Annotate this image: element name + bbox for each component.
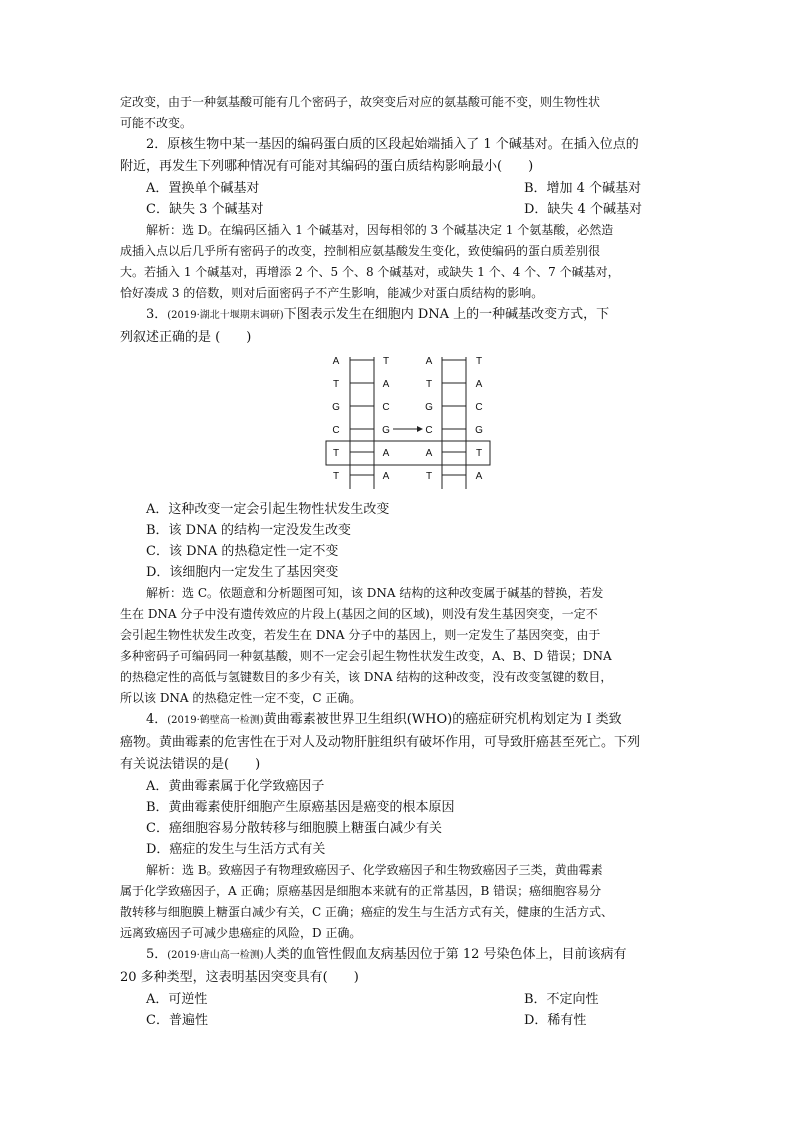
base-label: A xyxy=(425,448,433,459)
q4-option-b: B．黄曲霉素使肝细胞产生原癌基因是癌变的根本原因 xyxy=(146,800,455,815)
q3-option-d: D．该细胞内一定发生了基因突变 xyxy=(146,565,339,580)
q2-option-b: B．增加 4 个碱基对 xyxy=(524,181,642,196)
q5-option-a: A．可逆性 xyxy=(146,992,208,1007)
q4-explanation: 解析：选 B。致癌因子有物理致癌因子、化学致癌因子和生物致癌因子三类，黄曲霉素 xyxy=(146,863,603,877)
q3-source: (2019·湖北十堰期末调研) xyxy=(167,310,284,321)
q2-explanation: 解析：选 D。在编码区插入 1 个碱基对，因每相邻的 3 个碱基决定 1 个氨基酸，必然造 xyxy=(146,223,614,237)
q2-stem: 2．原核生物中某一基因的编码蛋白质的区段起始端插入了 1 个碱基对。在插入位点的 xyxy=(146,137,639,152)
q4-explanation: 远离致癌因子可减少患癌症的风险，D 正确。 xyxy=(120,926,362,940)
base-label: A xyxy=(475,379,483,390)
base-label: T xyxy=(475,448,483,459)
q3-explanation: 生在 DNA 分子中没有遗传效应的片段上(基因之间的区域)，则没有发生基因突变，一定不 xyxy=(120,607,598,621)
q4-option-c: C．癌细胞容易分散转移与细胞膜上糖蛋白减少有关 xyxy=(146,821,442,836)
q3-option-a: A．这种改变一定会引起生物性状发生改变 xyxy=(146,502,390,517)
base-label: G xyxy=(332,402,340,413)
base-label: T xyxy=(332,448,340,459)
base-label: G xyxy=(475,425,483,436)
q4-stem-text: 黄曲霉素被世界卫生组织(WHO)的癌症研究机构划定为 I 类致 xyxy=(263,712,622,727)
q5-stem xyxy=(120,944,676,967)
q4-explanation: 散转移与细胞膜上糖蛋白减少有关，C 正确；癌症的发生与生活方式有关，健康的生活方式、 xyxy=(120,905,613,919)
q5-option-b: B．不定向性 xyxy=(524,992,599,1007)
q2-explanation: 恰好凑成 3 的倍数，则对后面密码子不产生影响，能减少对蛋白质结构的影响。 xyxy=(120,286,544,300)
explanation-continued-line: 定改变，由于一种氨基酸可能有几个密码子，故突变后对应的氨基酸可能不变，则生物性状 xyxy=(120,95,601,109)
base-label: C xyxy=(382,402,390,413)
q2-explanation: 成插入点以后几乎所有密码子的改变，控制相应氨基酸发生变化，致使编码的蛋白质差别很 xyxy=(120,244,601,258)
base-label: C xyxy=(332,425,340,436)
q3-option-b: B．该 DNA 的结构一定没发生改变 xyxy=(146,523,352,538)
base-label: A xyxy=(332,356,340,367)
explanation-continued-line: 可能不改变。 xyxy=(120,116,193,130)
q2-option-c: C．缺失 3 个碱基对 xyxy=(146,202,264,217)
q2-option-d: D．缺失 4 个碱基对 xyxy=(524,202,642,217)
arrow-head-icon xyxy=(417,426,423,432)
q5-option-c: C．普遍性 xyxy=(146,1013,208,1028)
q4-option-d: D．癌症的发生与生活方式有关 xyxy=(146,842,326,857)
q5-stem: 20 多种类型，这表明基因突变具有( ) xyxy=(120,970,359,985)
q4-option-a: A．黄曲霉素属于化学致癌因子 xyxy=(146,779,325,794)
q5-stem-text: 人类的血管性假血友病基因位于第 12 号染色体上，目前该病有 xyxy=(263,947,627,962)
base-label: T xyxy=(332,379,340,390)
base-label: T xyxy=(425,471,433,482)
q4-source: (2019·鹤壁高一检测) xyxy=(167,715,264,726)
q5-options-row xyxy=(120,1010,676,1031)
document-page xyxy=(120,92,676,1031)
q3-stem: 列叙述正确的是 ( ) xyxy=(120,330,252,345)
q2-stem: 附近，再发生下列哪种情况有可能对其编码的蛋白质结构影响最小( ) xyxy=(120,159,534,174)
q3-option-c: C．该 DNA 的热稳定性一定不变 xyxy=(146,544,339,559)
base-label: A xyxy=(382,471,390,482)
q5-option-d: D．稀有性 xyxy=(524,1013,587,1028)
q3-explanation: 所以该 DNA 的热稳定性一定不变，C 正确。 xyxy=(120,691,362,705)
base-label: G xyxy=(425,402,433,413)
base-label: T xyxy=(382,356,390,367)
q5-source: (2019·唐山高一检测) xyxy=(167,950,264,961)
q4-stem xyxy=(120,709,676,732)
base-label: A xyxy=(475,471,483,482)
base-label: A xyxy=(382,379,390,390)
base-label: T xyxy=(475,356,483,367)
q4-stem: 癌物。黄曲霉素的危害性在于对人及动物肝脏组织有破坏作用，可导致肝癌甚至死亡。下列 xyxy=(120,735,641,750)
q2-options-row xyxy=(120,199,676,220)
base-label: A xyxy=(425,356,433,367)
q5-options-row xyxy=(120,989,676,1010)
base-label: C xyxy=(425,425,433,436)
q5-number: 5． xyxy=(146,947,168,962)
q3-explanation: 解析：选 C。依题意和分析题图可知，该 DNA 结构的这种改变属于碱基的替换，若发 xyxy=(146,586,604,600)
q4-number: 4． xyxy=(146,712,168,727)
q3-explanation: 会引起生物性状发生改变，若发生在 DNA 分子中的基因上，则一定发生了基因突变，由于 xyxy=(120,628,601,642)
base-label: T xyxy=(425,379,433,390)
q2-explanation: 大。若插入 1 个碱基对，再增添 2 个、5 个、8 个碱基对，或缺失 1 个、4 个、7 个碱基对， xyxy=(120,265,620,279)
dna-base-substitution-figure xyxy=(323,355,493,491)
q2-option-a: A．置换单个碱基对 xyxy=(146,181,260,196)
base-label: T xyxy=(332,471,340,482)
q3-number: 3． xyxy=(146,307,168,322)
base-label: A xyxy=(382,448,390,459)
q2-options-row xyxy=(120,178,676,199)
q3-stem-text: 下图表示发生在细胞内 DNA 上的一种碱基改变方式，下 xyxy=(283,307,610,322)
q3-explanation: 多种密码子可编码同一种氨基酸，则不一定会引起生物性状发生改变，A、B、D 错误；DNA xyxy=(120,649,612,663)
substitution-highlight-box xyxy=(326,441,490,465)
base-label: C xyxy=(475,402,483,413)
q4-explanation: 属于化学致癌因子，A 正确；原癌基因是细胞本来就有的正常基因，B 错误；癌细胞容易分 xyxy=(120,884,602,898)
base-label: G xyxy=(382,425,390,436)
q4-stem: 有关说法错误的是( ) xyxy=(120,757,261,772)
q3-explanation: 的热稳定性的高低与氢键数目的多少有关，该 DNA 结构的这种改变，没有改变氢键的数目， xyxy=(120,670,613,684)
q3-stem xyxy=(120,304,676,327)
